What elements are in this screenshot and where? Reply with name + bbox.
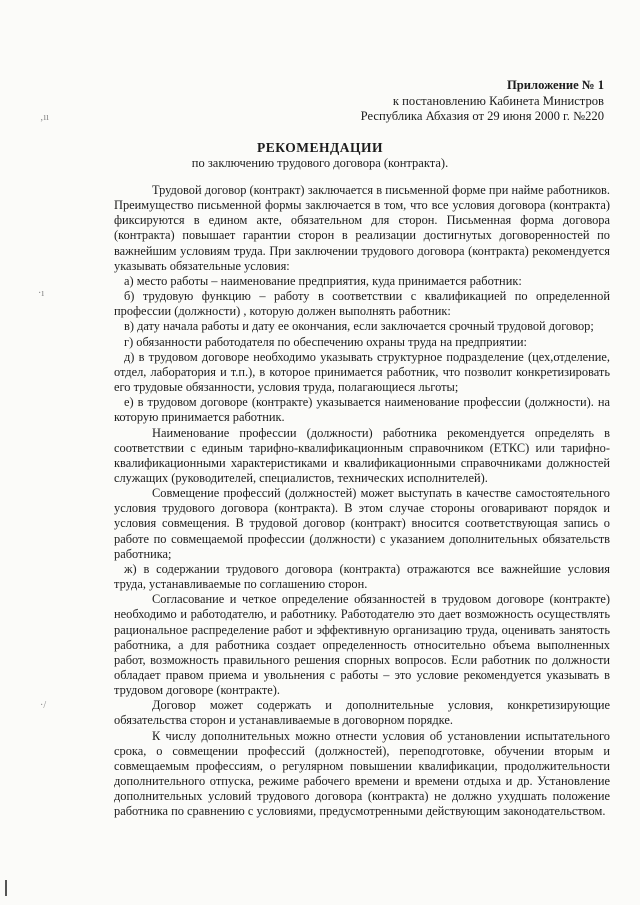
- appendix-date: Республика Абхазия от 29 июня 2000 г. №220: [360, 109, 604, 123]
- document-body: [114, 183, 610, 820]
- document-subtitle: по заключению трудового договора (контракта).: [191, 156, 449, 170]
- paragraph-intro: Трудовой договор (контракт) заключается в письменной форме при найме работников. Преимущество письменной формы заключается в том, что все условия договора (контракта) фиксируются в едином акте, обязательном для сторон. Письменная форма договора (контракта) повышает гарантии сторон в реализации достигнутых договоренностей по важнейшим условиям труда. При заключении трудового договора (контракта) рекомендуется указывать обязательные условия:: [114, 183, 610, 273]
- list-item-a: а) место работы – наименование предприятия, куда принимается работник:: [124, 273, 522, 288]
- paragraph-additional-list: К числу дополнительных можно отнести условия об установлении испытательного срока, о совмещении профессий (должностей), переподготовке, обучении вторым и совмещаемым профессиям, о регулярном повышении квалификации, продолжительности дополнительного отпуска, режиме рабочего времени и времени отдыха и др. Установление дополнительных условий трудового договора (контракта) не должно ухудшать положение работника по сравнению с условиями, предусмотренными действующим законодательством.: [114, 728, 610, 819]
- list-item-b: б) трудовую функцию – работу в соответствии с квалификацией по определенной профессии (должности) , которую должен выполнять работник:: [114, 289, 610, 319]
- list-item-c: в) дату начала работы и дату ее окончания, если заключается срочный трудовой договор;: [124, 319, 594, 334]
- list-item-f: е) в трудовом договоре (контракте) указывается наименование профессии (должности). на которую принимается работник.: [114, 395, 610, 425]
- list-item-e: д) в трудовом договоре необходимо указывать структурное подразделение (цех,отделение, отдел, лаборатория и т.п.), в которое принимается работник, что позволит конкретизировать его трудовые обязанности, условия труда, полагающиеся льготы;: [114, 349, 610, 395]
- scan-edge-mark: [5, 880, 7, 896]
- margin-mark: ·ı: [38, 288, 45, 299]
- list-item-g: ж) в содержании трудового договора (контракта) отражаются все важнейшие условия труда, устанавливаемые по соглашению сторон.: [114, 561, 610, 592]
- appendix-number: Приложение № 1: [506, 78, 604, 92]
- appendix-block: [361, 78, 604, 125]
- list-item-d: г) обязанности работодателя по обеспечению охраны труда на предприятии:: [124, 334, 527, 349]
- margin-mark: ·/: [40, 700, 47, 711]
- paragraph-agreement: Согласование и четкое определение обязанностей в трудовом договоре (контракте) необходимо и работодателю, и работнику. Работодателю это дает возможность осуществлять рациональное распределение работ и эффективную организацию труда, оценивать занятость работника, а для работника создает определенность относительно объема выполненных работ, возможность правильного решения спорных вопросов. Если работник по должности обладает правом приема и увольнения с работы – это условие рекомендуется указывать в трудовом договоре (контракте).: [114, 592, 610, 698]
- paragraph-profession-name: Наименование профессии (должности) работника рекомендуется определять в соответствии с единым тарифно-квалификационным справочником (ЕТКС) или тарифно-квалификационными характеристиками и квалификационными справочниками должностей служащих (руководителей, специалистов, технических исполнителей).: [114, 425, 610, 485]
- margin-mark: ‚ıı: [40, 112, 49, 123]
- paragraph-combination: Совмещение профессий (должностей) может выступать в качестве самостоятельного условия трудового договора (контракта). В этом случае стороны оговаривают порядок и условия совмещения. В трудовой договор (контракт) вносится соответствующая запись о работе по совмещаемой профессии (должности) с указанием дополнительных обязательств работника;: [114, 486, 610, 561]
- document-title: РЕКОМЕНДАЦИИ: [257, 140, 383, 155]
- paragraph-additional: Договор может содержать и дополнительные условия, конкретизирующие обязательства сторон и устанавливаемые в договорном порядке.: [114, 698, 610, 728]
- appendix-reference: к постановлению Кабинета Министров: [392, 93, 604, 108]
